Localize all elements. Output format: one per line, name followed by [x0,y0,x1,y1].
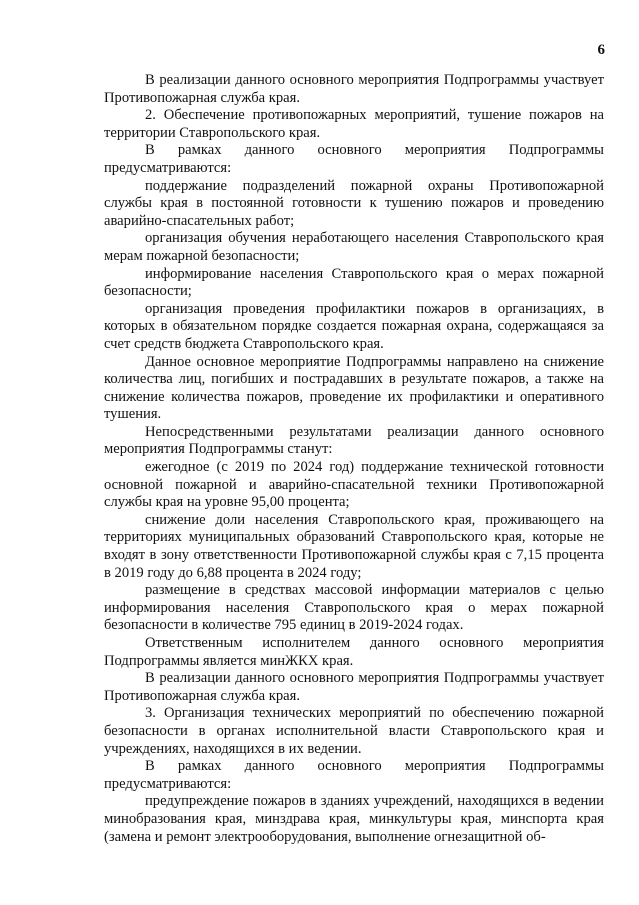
paragraph: размещение в средствах массовой информации материалов с целью информирования населения Ставропольского края о мерах пожарной безопасности в количестве 795 единиц в 2019-2024 годах. [104,582,604,634]
paragraph: предупреждение пожаров в зданиях учреждений, находящихся в ведении минобразования края, минздрава края, минкультуры края, минспорта края (замена и ремонт электрооборудования, выполнение огнезащитной об- [104,793,604,845]
paragraph: снижение доли населения Ставропольского края, проживающего на территориях муниципальных образований Ставропольского края, которые не входят в зону ответственности Противопожарной службы края с 7,15 процента в 2019 году до 6,88 процента в 2024 году; [104,511,604,581]
document-body [104,72,604,846]
paragraph: организация обучения неработающего населения Ставропольского края мерам пожарной безопасности; [104,230,604,264]
paragraph: В реализации данного основного мероприятия Подпрограммы участвует Противопожарная служба края. [104,72,604,106]
paragraph: ежегодное (с 2019 по 2024 год) поддержание технической готовности основной пожарной и аварийно-спасательной техники Противопожарной службы края на уровне 95,00 процента; [104,459,604,511]
paragraph: 2. Обеспечение противопожарных мероприятий, тушение пожаров на территории Ставропольского края. [104,107,604,141]
paragraph: информирование населения Ставропольского края о мерах пожарной безопасности; [104,265,604,300]
paragraph: В рамках данного основного мероприятия Подпрограммы предусматриваются: [104,142,604,176]
paragraph: В реализации данного основного мероприятия Подпрограммы участвует Противопожарная служба края. [104,670,604,704]
paragraph: организация проведения профилактики пожаров в организациях, в которых в обязательном порядке создается пожарная охрана, содержащаяся за счет средств бюджета Ставропольского края. [104,300,604,352]
page-number: 6 [597,42,605,58]
paragraph: 3. Организация технических мероприятий по обеспечению пожарной безопасности в органах исполнительной власти Ставропольского края и учреждениях, находящихся в их ведении. [104,705,604,757]
paragraph: Ответственным исполнителем данного основного мероприятия Подпрограммы является минЖКХ края. [104,635,604,669]
paragraph: Данное основное мероприятие Подпрограммы направлено на снижение количества лиц, погибших и пострадавших в результате пожаров, а также на снижение количества пожаров, проведение их профилактики и оперативного тушения. [104,353,604,423]
paragraph: поддержание подразделений пожарной охраны Противопожарной службы края в постоянной готовности к тушению пожаров и проведению аварийно-спасательных работ; [104,177,604,229]
paragraph: Непосредственными результатами реализации данного основного мероприятия Подпрограммы станут: [104,423,604,458]
paragraph: В рамках данного основного мероприятия Подпрограммы предусматриваются: [104,758,604,792]
